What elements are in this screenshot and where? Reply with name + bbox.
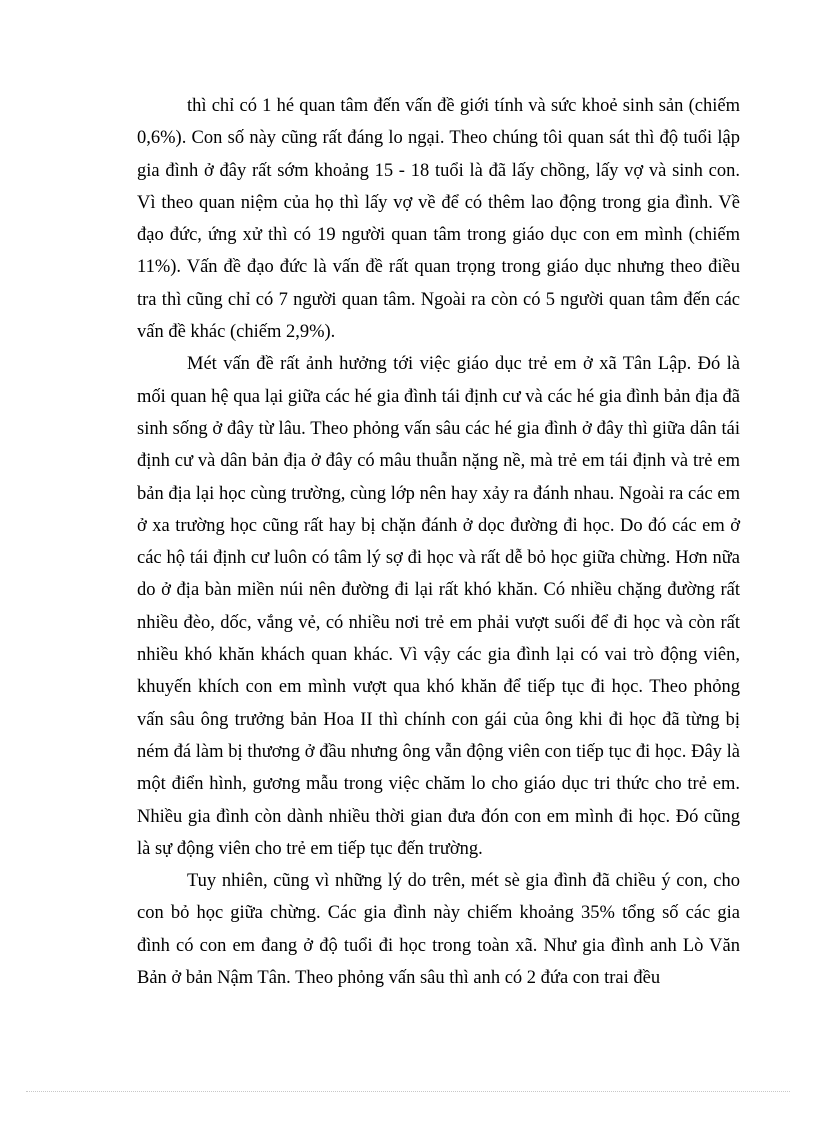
body-text [137, 90, 740, 994]
paragraph-3: Tuy nhiên, cũng vì những lý do trên, mét sè gia đình đã chiều ý con, cho con bỏ học giữa chừng. Các gia đình này chiếm khoảng 35% tổng số các gia đình có con em đang ở độ tuổi đi học trong toàn xã. Như gia đình anh Lò Văn Bản ở bản Nậm Tân. Theo phỏng vấn sâu thì anh có 2 đứa con trai đều [137, 871, 740, 989]
paragraph-2: Mét vấn đề rất ảnh hưởng tới việc giáo dục trẻ em ở xã Tân Lập. Đó là mối quan hệ qua lại giữa các hé gia đình tái định cư và các hé gia đình bản địa đã sinh sống ở đây từ lâu. Theo phỏng vấn sâu các hé gia đình ở đây thì giữa dân tái định cư và dân bản địa ở đây có mâu thuẫn nặng nề, mà trẻ em tái định và trẻ em bản địa lại học cùng trường, cùng lớp nên hay xảy ra đánh nhau. Ngoài ra các em ở xa trường học cũng rất hay bị chặn đánh ở dọc đường đi học. Do đó các em ở các hộ tái định cư luôn có tâm lý sợ đi học và rất dễ bỏ học giữa chừng. Hơn nữa do ở địa bàn miền núi nên đường đi lại rất khó khăn. Có nhiều chặng đường rất nhiều đèo, dốc, vắng vẻ, có nhiều nơi trẻ em phải vượt suối để đi học và còn rất nhiều khó khăn khách quan khác. Vì vậy các gia đình lại có vai trò động viên, khuyến khích con em mình vượt qua khó khăn để tiếp tục đi học. Theo phỏng vấn sâu ông trưởng bản Hoa II thì chính con gái của ông khi đi học đã từng bị ném đá làm bị thương ở đầu nhưng ông vẫn động viên con tiếp tục đi học. Đây là một điển hình, gương mẫu trong việc chăm lo cho giáo dục tri thức cho trẻ em. Nhiều gia đình còn dành nhiều thời gian đưa đón con em mình đi học. Đó cũng là sự động viên cho trẻ em tiếp tục đến trường. [137, 354, 740, 859]
page-bottom-divider [26, 1091, 790, 1092]
paragraph-1: thì chỉ có 1 hé quan tâm đến vấn đề giới tính và sức khoẻ sinh sản (chiếm 0,6%). Con số này cũng rất đáng lo ngại. Theo chúng tôi quan sát thì độ tuổi lập gia đình ở đây rất sớm khoảng 15 - 18 tuổi là đã lấy chồng, lấy vợ và sinh con. Vì theo quan niệm của họ thì lấy vợ về để có thêm lao động trong gia đình. Về đạo đức, ứng xử thì có 19 người quan tâm trong giáo dục con em mình (chiếm 11%). Vấn đề đạo đức là vấn đề rất quan trọng trong giáo dục nhưng theo điều tra thì cũng chỉ có 7 người quan tâm. Ngoài ra còn có 5 người quan tâm đến các vấn đề khác (chiếm 2,9%). [137, 96, 740, 343]
